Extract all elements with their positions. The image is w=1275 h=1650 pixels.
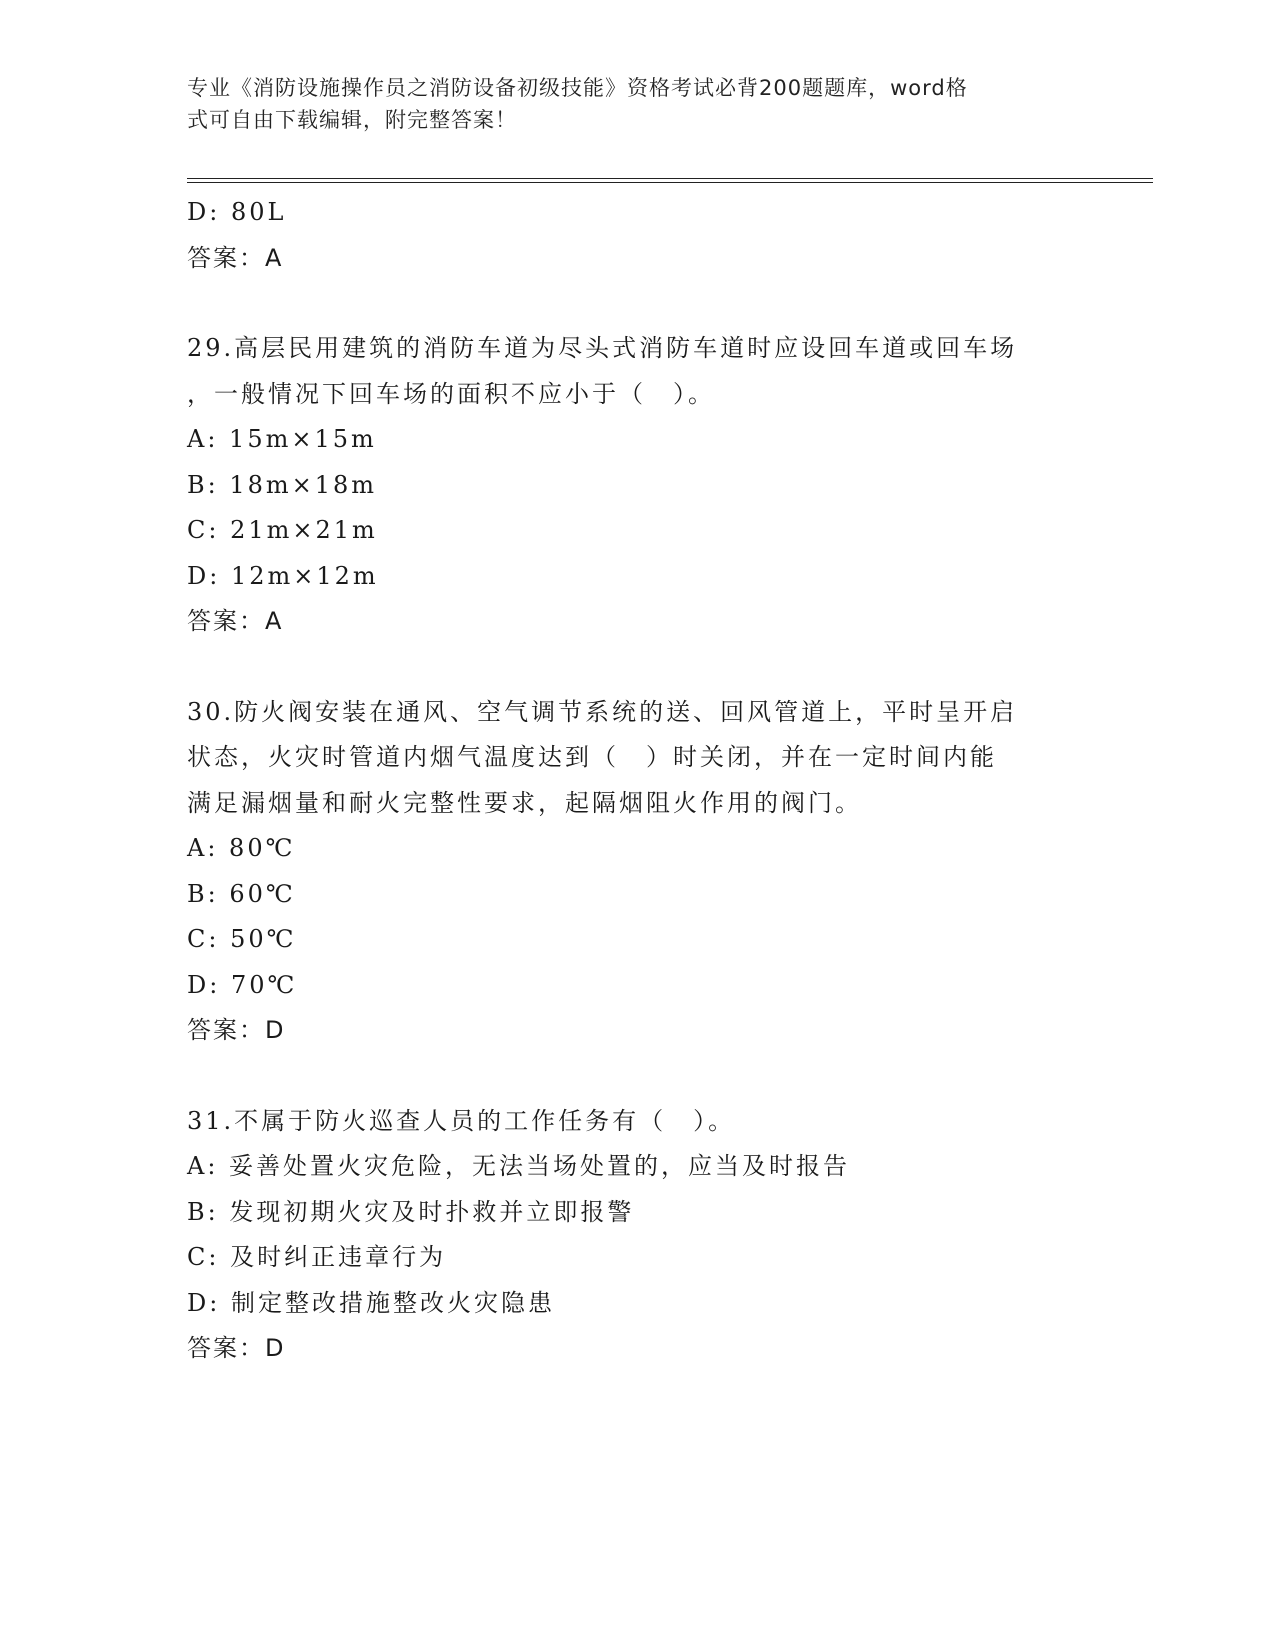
question-stem-line: 31.不属于防火巡查人员的工作任务有（ ）。: [187, 1106, 736, 1135]
document-header: [187, 72, 1077, 136]
header-line-1: 专业《消防设施操作员之消防设备初级技能》资格考试必背200题题库，word格: [187, 76, 968, 100]
header-line-2: 式可自由下载编辑，附完整答案！: [187, 108, 517, 132]
option-b: B: 发现初期火灾及时扑救并立即报警: [187, 1197, 635, 1226]
option-d: D: 70℃: [187, 970, 298, 999]
option-d: D: 12m×12m: [187, 561, 379, 590]
answer-line: 答案：D: [187, 1016, 286, 1044]
question-stem-line: 30.防火阀安装在通风、空气调节系统的送、回风管道上，平时呈开启: [187, 697, 1018, 726]
option-d: D: 制定整改措施整改火灾隐患: [187, 1288, 555, 1317]
document-body: [187, 190, 1087, 1372]
spacer: [187, 645, 1087, 690]
header-divider-top: [187, 178, 1153, 179]
answer-line: 答案：D: [187, 1334, 286, 1362]
option-a: A: 80℃: [187, 834, 296, 862]
question-stem-line: 满足漏烟量和耐火完整性要求，起隔烟阻火作用的阀门。: [187, 788, 862, 817]
option-c: C: 50℃: [187, 925, 297, 953]
spacer: [187, 1054, 1087, 1099]
answer-line: 答案：A: [187, 243, 284, 272]
option-d: D: 80L: [187, 198, 287, 226]
option-c: C: 及时纠正违章行为: [187, 1243, 447, 1271]
question-30: [187, 690, 1087, 1054]
option-a: A: 妥善处置火灾危险，无法当场处置的，应当及时报告: [187, 1152, 851, 1180]
question-29: [187, 326, 1087, 645]
answer-line: 答案：A: [187, 607, 284, 635]
question-stem-line: ，一般情况下回车场的面积不应小于（ ）。: [187, 379, 715, 408]
option-c: C: 21m×21m: [187, 516, 378, 544]
spacer: [187, 281, 1087, 326]
option-a: A: 15m×15m: [187, 425, 377, 453]
previous-question-tail: [187, 190, 1087, 281]
question-31: [187, 1099, 1087, 1372]
option-b: B: 60℃: [187, 879, 296, 908]
question-stem-line: 29.高层民用建筑的消防车道为尽头式消防车道时应设回车道或回车场: [187, 334, 1018, 362]
header-divider-bottom: [187, 182, 1153, 183]
option-b: B: 18m×18m: [187, 470, 378, 499]
question-stem-line: 状态，火灾时管道内烟气温度达到（ ）时关闭，并在一定时间内能: [187, 743, 997, 771]
